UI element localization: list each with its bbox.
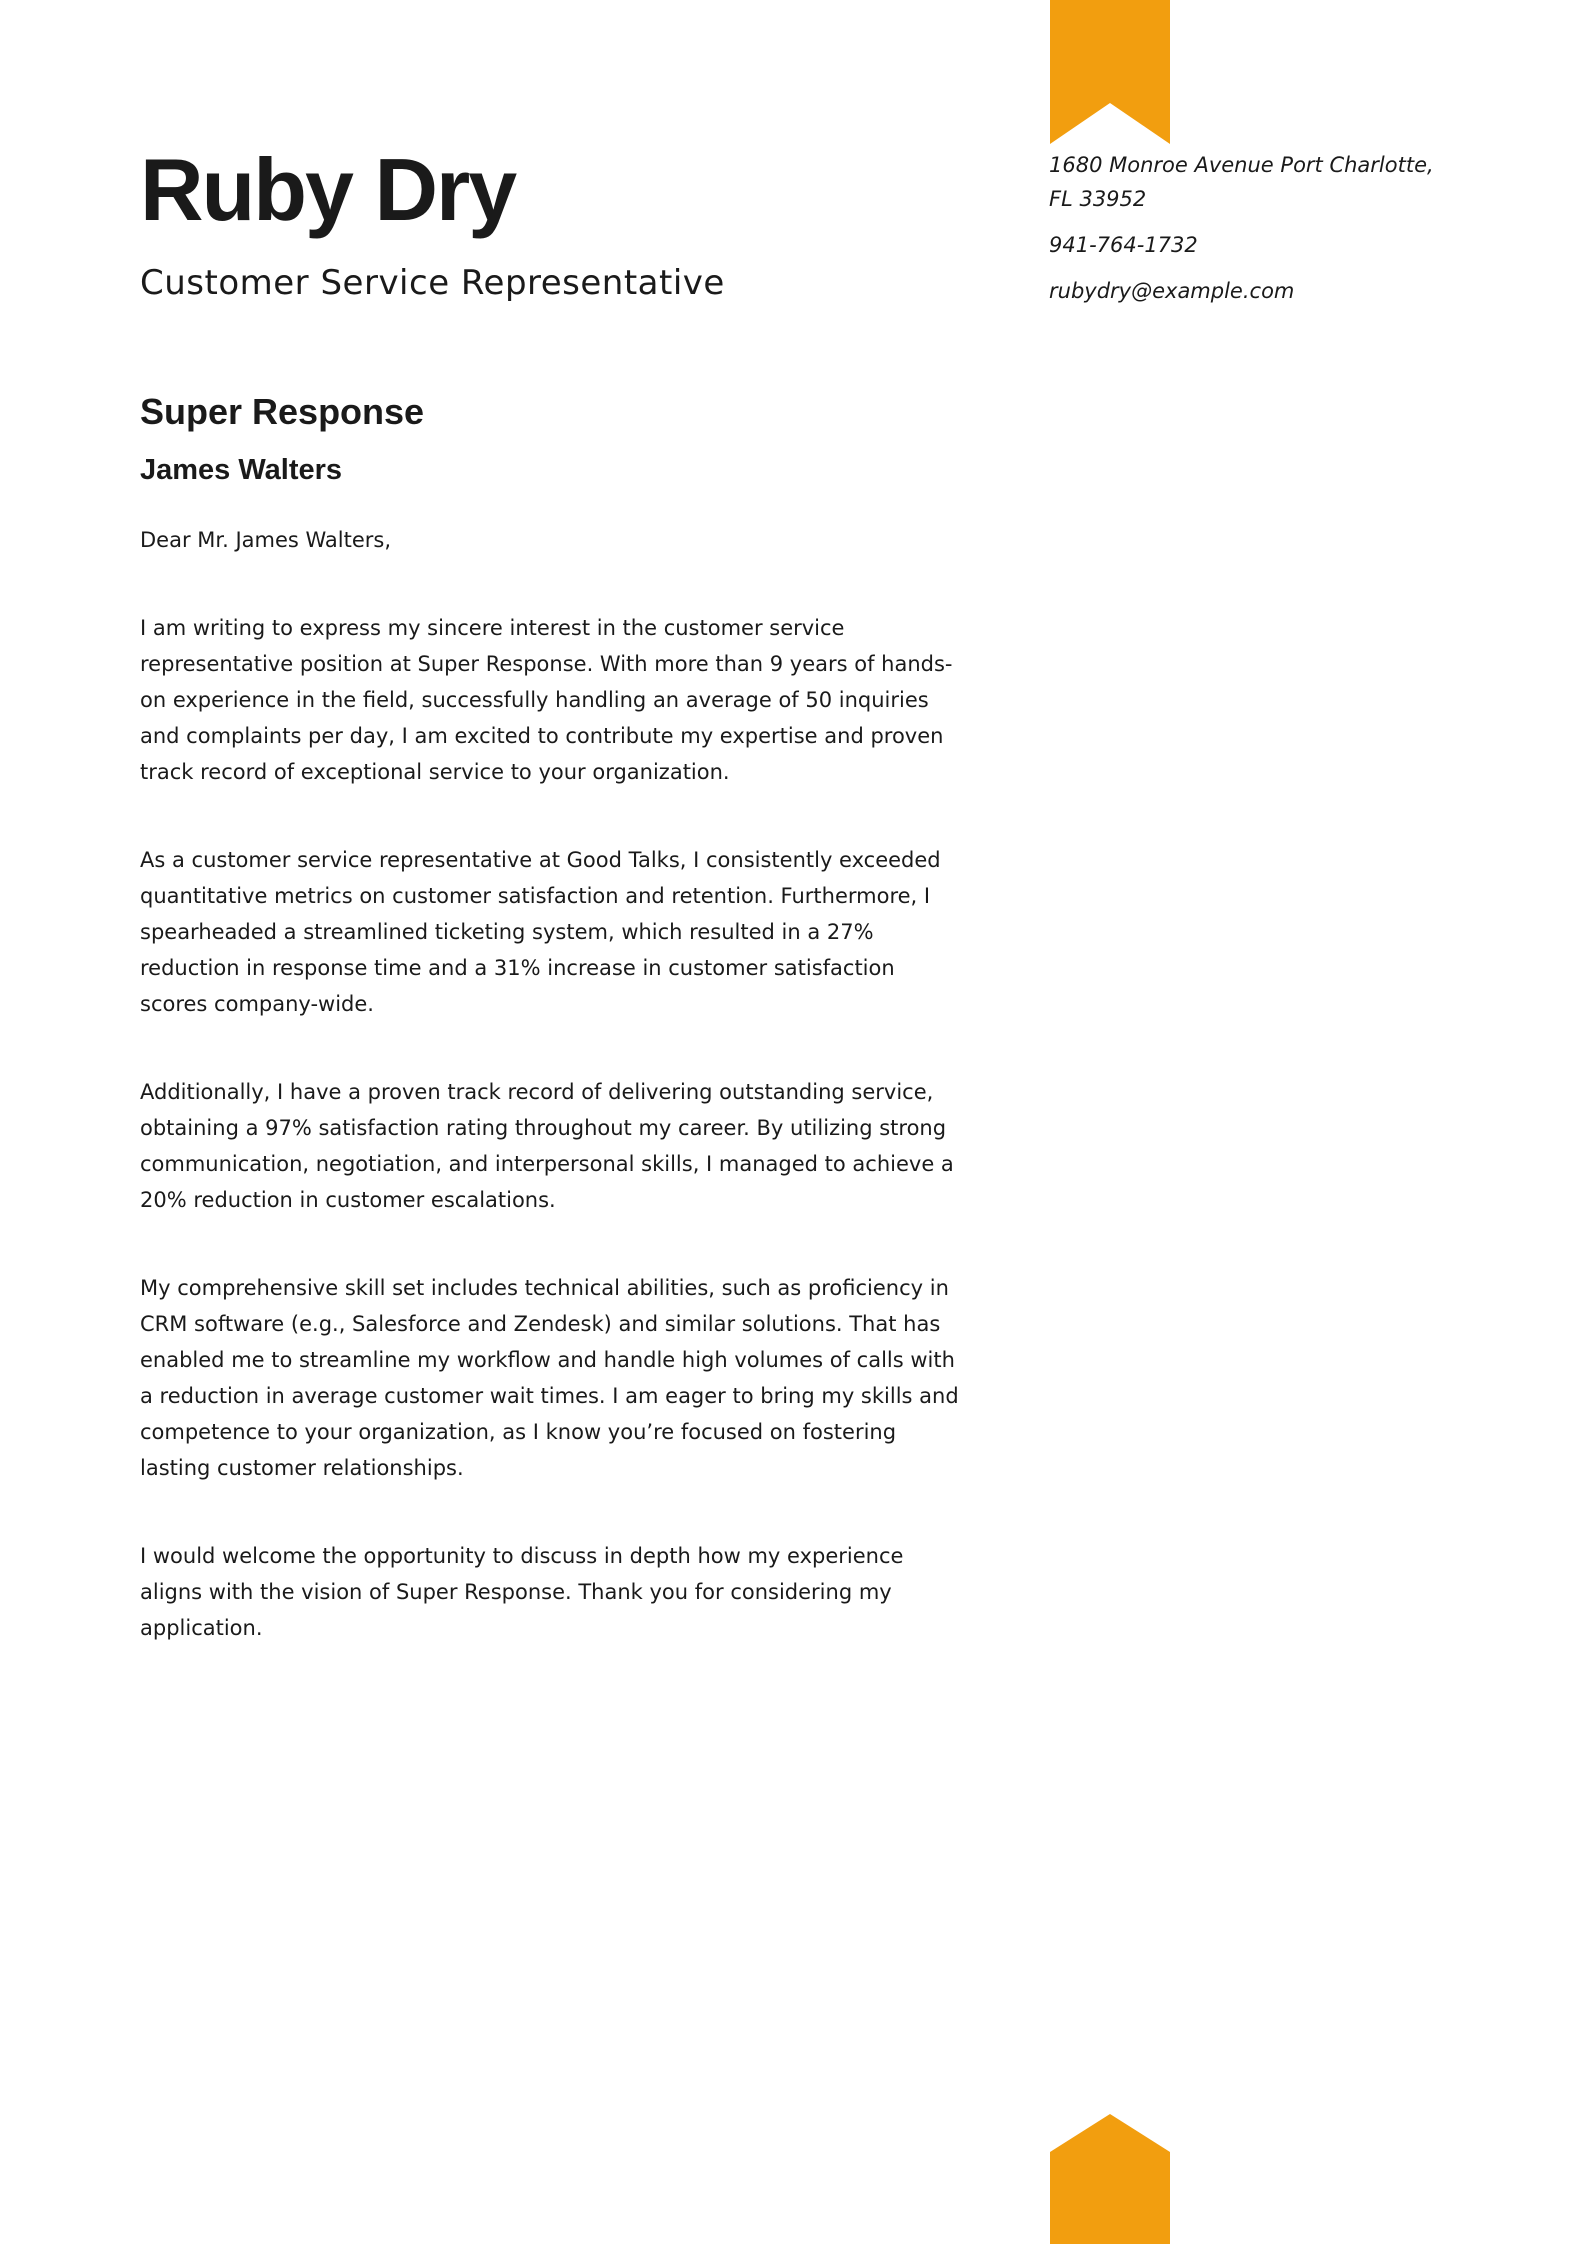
recipient-company: Super Response bbox=[140, 391, 425, 432]
letter-paragraph: I would welcome the opportunity to discuss in depth how my experience aligns with the vision of Super Response. Thank you for considering my application. bbox=[140, 1544, 904, 1640]
letter-paragraph: I am writing to express my sincere interest in the customer service representative position at Super Response. With more than 9 years of hands-on experience in the field, successfully handling an average of 50 inquiries and complaints per day, I am excited to contribute my expertise and proven track record of exceptional service to your organization. bbox=[140, 616, 953, 784]
bookmark-ribbon-top-shape bbox=[1050, 0, 1170, 144]
letter-salutation: Dear Mr. James Walters, bbox=[140, 528, 392, 552]
contact-address: 1680 Monroe Avenue Port Charlotte, FL 33952 bbox=[1049, 153, 1434, 211]
applicant-name: Ruby Dry bbox=[140, 140, 516, 239]
contact-email: rubydry@example.com bbox=[1049, 279, 1295, 303]
recipient-name: James Walters bbox=[140, 454, 343, 486]
contact-info bbox=[1049, 148, 1449, 320]
letter-body bbox=[140, 522, 960, 1698]
bookmark-ribbon-bottom-shape bbox=[1050, 2114, 1170, 2244]
bookmark-ribbon-bottom bbox=[1050, 2114, 1170, 2244]
letter-paragraph: My comprehensive skill set includes technical abilities, such as proficiency in CRM software (e.g., Salesforce and Zendesk) and similar solutions. That has enabled me to streamline my workflow and handle high volumes of calls with a reduction in average customer wait times. I am eager to bring my skills and competence to your organization, as I know you’re focused on fostering lasting customer relationships. bbox=[140, 1276, 959, 1480]
applicant-job-title: Customer Service Representative bbox=[140, 263, 725, 303]
letter-paragraph: Additionally, I have a proven track record of delivering outstanding service, obtaining a 97% satisfaction rating throughout my career. By utilizing strong communication, negotiation, and interpersonal skills, I managed to achieve a 20% reduction in customer escalations. bbox=[140, 1080, 954, 1212]
bookmark-ribbon-top bbox=[1050, 0, 1170, 144]
letter-paragraph: As a customer service representative at Good Talks, I consistently exceeded quantitative metrics on customer satisfaction and retention. Furthermore, I spearheaded a streamlined ticketing system, which resulted in a 27% reduction in response time and a 31% increase in customer satisfaction scores company-wide. bbox=[140, 848, 941, 1016]
contact-phone: 941-764-1732 bbox=[1049, 233, 1198, 257]
